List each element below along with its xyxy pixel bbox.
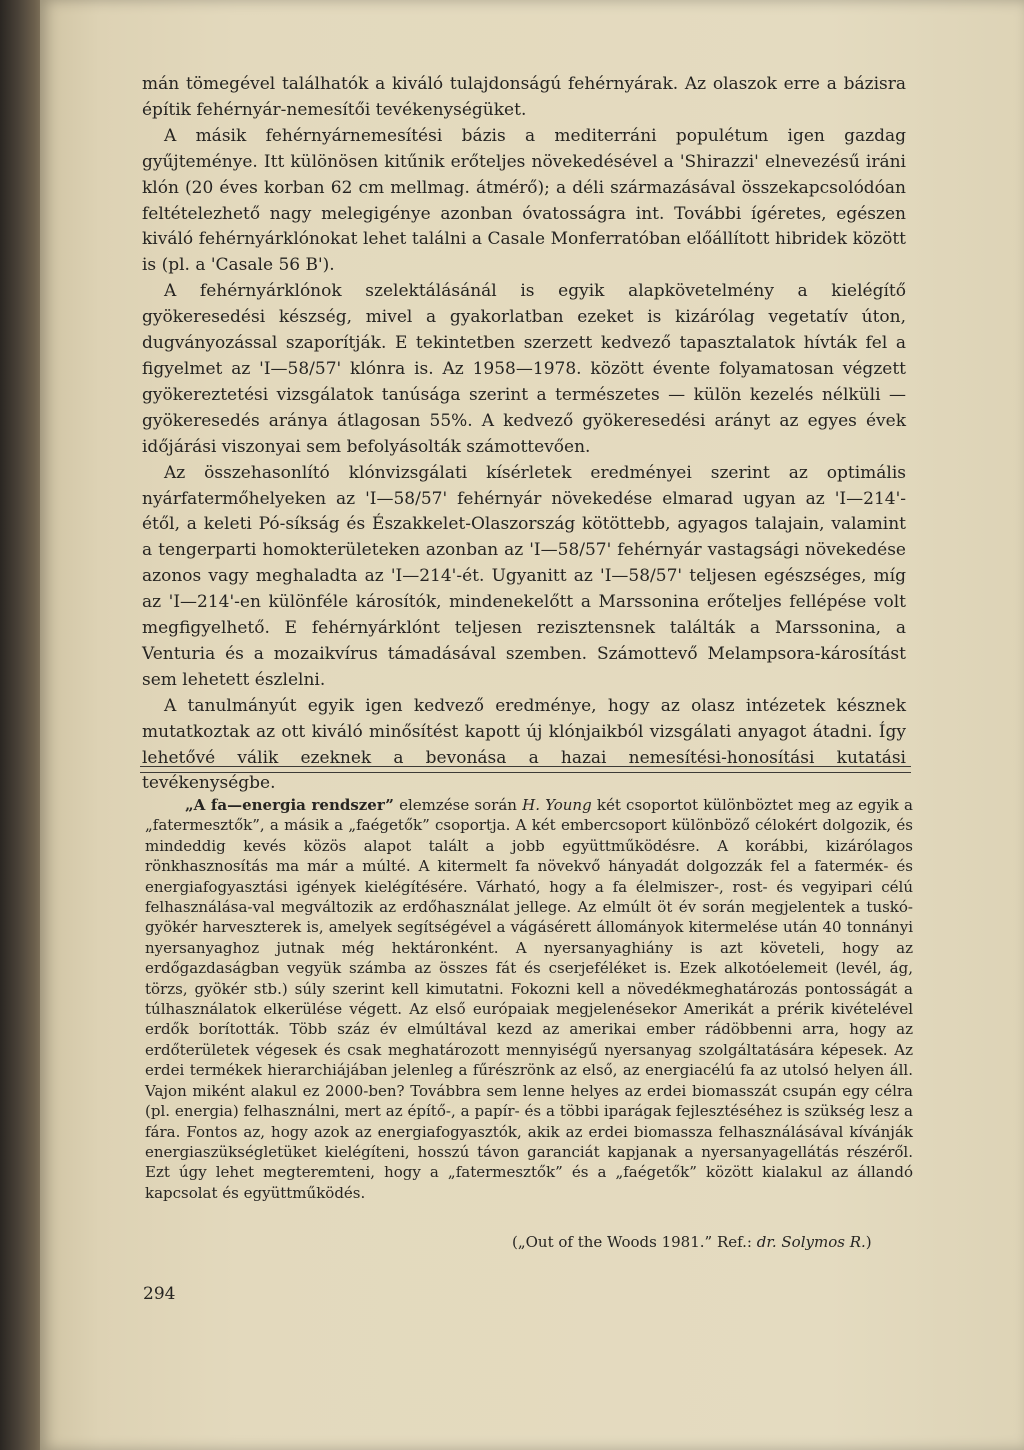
abstract-box	[145, 795, 913, 1203]
separator-rule-bottom	[140, 772, 911, 773]
paragraph-3: A fehérnyárklónok szelektálásánál is egyik alapkövetelmény a kielégítő gyökeresedési készség, mivel a gyakorlatban ezeket is kizárólag vegetatív úton, dugványozással szaporítják. E tekintetben szerzett kedvező tapasztalatok hívták fel a figyelmet az 'I—58/57' klónra is. Az 1958—1978. között évente folyamatosan végzett gyökereztetési vizsgálatok tanúsága szerint a természetes — külön kezelés nélküli — gyökeresedés aránya átlagosan 55%. A kedvező gyökeresedési arányt az egyes évek időjárási viszonyai sem befolyásolták számottevően.	[142, 281, 906, 457]
abstract-after-lead: elemzése során	[393, 796, 523, 814]
paragraph-5: A tanulmányút egyik igen kedvező eredménye, hogy az olasz intézetek késznek mutatkoztak az ott kiváló minősítést kapott új klónjaikból vizsgálati anyagot átadni. Így lehetővé válik ezeknek a bevonása a hazai nemesítési-honosítási kutatási tevékenységbe.	[142, 695, 906, 794]
abstract-author: H. Young	[522, 796, 592, 814]
abstract-body: két csoportot különböztet meg az egyik a „fatermesztők”, a másik a „faégetők” csoportja. A két embercsoport különböző célokért dolgozik, és mindeddig kevés közös alapot talált a jobb együttműködésre. A korábbi, kizárólagos rönkhasznosítás ma már a múlté. A kitermelt fa növekvő hányadát dolgozzák fel a faterméк- és energiafogyasztási igények kielégítésére. Várható, hogy a fa élelmiszer-, rost- és vegyipari célú felhasználása-val megváltozik az erdőhasználat jellege. Az elmúlt öt év során megjelentek a tuskó-gyökér harveszterek is, amelyek segítségével a vágásérett állományok kitermelése után 40 tonnányi nyersanyaghoz jutnak még hektáronként. A nyersanyaghiány is azt követeli, hogy az erdőgazdaságban vegyük számba az összes fát és cserjeféléket is. Ezek alkotóelemeit (levél, ág, törzs, gyökér stb.) súly szerint kell kimutatni. Fokozni kell a növedékmeghatározás pontosságát a túlhasználatok elkerülése végett. Az első európaiak megjelenésekor Amerikát a prérik kivételével erdők borították. Több száz év elmúltával kezd az amerikai ember rádöbbenni arra, hogy az erdőterületek végesek és csak meghatározott mennyiségű nyersanyag szolgáltatására képesek. Az erdei termékek hierarchiájában jelenleg a fűrészrönk az első, az energiacélú fa az utolsó helyen áll. Vajon miként alakul ez 2000-ben? Továbbra sem lenne helyes az erdei biomasszát csupán egy célra (pl. energia) felhasználni, mert az építő-, a papír- és a többi iparágak fejlesztéséhez is szükség lesz a fára. Fontos az, hogy azok az energiafogyasztók, akik az erdei biomassza felhasználásával kívánják energiaszükségletüket kielégíteni, hosszú távon garanciát kapjanak a nyersanyagellátás részéről. Ezt úgy lehet megteremteni, hogy a „fatermesztők” és a „faégetők” között kialakul az állandó kapcsolat és együttműködés.	[145, 796, 913, 1202]
source-suffix: )	[865, 1233, 872, 1251]
source-reference	[512, 1233, 872, 1251]
paragraph-1: mán tömegével találhatók a kiváló tulajdonságú fehérnyárak. Az olaszok erre a bázisra építik fehérnyár-nemesítői tevékenységüket.	[142, 74, 906, 120]
abstract-lead: „A fa—energia rendszer”	[185, 796, 394, 814]
page-number: 294	[143, 1284, 176, 1304]
main-article-text	[142, 72, 906, 797]
paragraph-2: A másik fehérnyárnemesítési bázis a mediterráni populétum igen gazdag gyűjteménye. Itt különösen kitűnik erőteljes növekedésével a 'Shirazzi' elnevezésű iráni klón (20 éves korban 62 cm mellmag. átmérő); a déli származásával összekapcsolódóan feltételezhető nagy melegigénye azonban óvatosságra int. További ígéretes, egészen kiváló fehérnyárklónokat lehet találni a Casale Monferratóban előállított hibridek között is (pl. a 'Casale 56 B').	[142, 125, 906, 276]
source-prefix: („Out of the Woods 1981.” Ref.:	[512, 1233, 757, 1251]
separator-rule-top	[140, 766, 911, 767]
paragraph-4: Az összehasonlító klónvizsgálati kísérletek eredményei szerint az optimális nyárfatermőhelyeken az 'I—58/57' fehérnyár növekedése elmarad ugyan az 'I—214'-étől, a keleti Pó-síkság és Északkelet-Olaszország kötöttebb, agyagos talajain, valamint a tengerparti homokterületeken azonban az 'I—58/57' fehérnyár vastagsági növekedése azonos vagy meghaladta az 'I—214'-ét. Ugyanitt az 'I—58/57' teljesen egészséges, míg az 'I—214'-en különféle károsítók, mindenekelőtt a Marssonina erőteljes fellépése volt megfigyelhető. E fehérnyárklónt teljesen rezisztensnek találták a Marssonina, a Venturia és a mozaikvírus támadásával szemben. Számottevő Melampsora-károsítást sem lehetett észlelni.	[142, 462, 906, 690]
book-page	[40, 0, 1024, 1450]
source-referee: dr. Solymos R.	[756, 1233, 866, 1251]
abstract-paragraph	[145, 795, 913, 1203]
